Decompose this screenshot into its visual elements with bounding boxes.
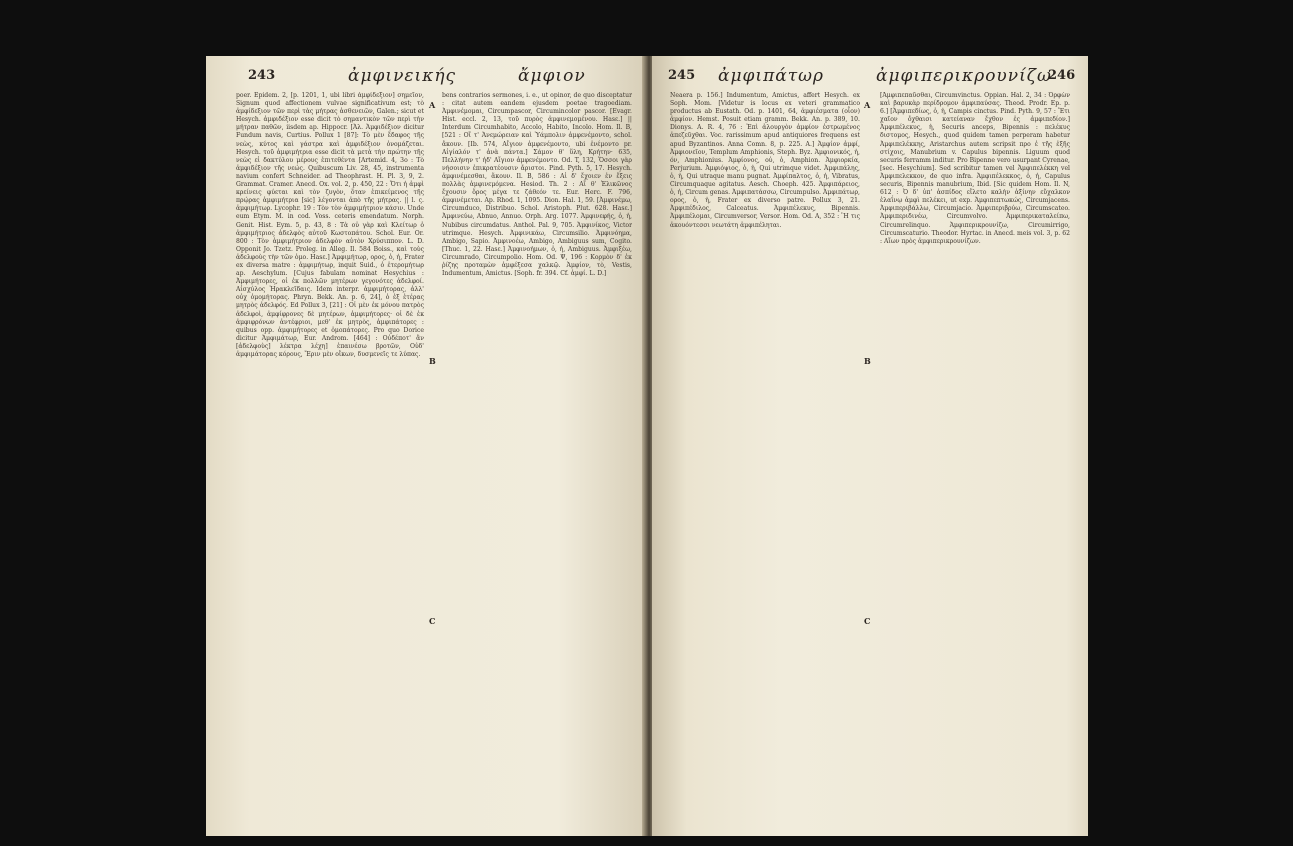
- column-text: poer. Epidem. 2, [p. 1201, 1, ubi libri ἀμφίδεξιον] σημεῖον, Signum quod affectionem vulvae significativum est; τὸ ἀμφίδεξιον τῶν περὶ τὰς μήτρας ἀσθενειῶν, Galen.; sicut et Hesych. ἀμφιδέξιον esse dicit τὸ σημαντικὸν τῶν περὶ τὴν μήτραν παθῶν, iisdem ap. Hippocr. [Ἀλ. Ἀμφιδέξιον dicitur Fundum navis, Curtius. Pollux 1 [87]: Τὸ μὲν ἔδαφος τῆς νεὼς, κύτος καὶ γάστρα καὶ ἀμφιδέξιον ὀνομάζεται. Hesych. τοῦ ἀμφιμήτρια esse dicit τὰ μετὰ τὴν πρώτην τῆς νεὼς εἰ δακτύλου μέρους ἐπιτεθέντα [Artemid. 4, 3o : Τὸ ἀμφιδέξιον τῆς νεώς. Quibuscum Liv. 28, 45, instrumenta navium confert Schneider. ad Theophrast. H. Pl. 3, 9, 2. Grammat. Cramer. Anecd. Ox. vol. 2, p. 450, 22 : Ὅτι ἡ ἀμφὶ κρείνεις φύεται καὶ τὸν ζυγὸν, ὅταν ἐπικείμενος τῆς πρῴρας ἀμφιμήτρια [sic] λέγονται ἀπὸ τῆς μήτρας. || l. ς. ἀμφιμήτωρ. Lycophr. 19 : Τὸν τὸν ἀμφιμήτριον κάσιν. Unde eum Etym. M. in cod. Voss. ceteris emendatum. Norph. Genit. Hist. Eym. 5, p. 43, 8 : Τὰ οὐ γὰρ καὶ Κλείτωρ ὁ ἀμφιμήτριος ἀδελφὸς αὐτοῦ Κωστοπάτου. Schol. Eur. Or. 800 : Τὸν ἀμφιμήτριον ἀδελφὸν αὐτὸν Χρύσιππον. L. D. Opponit Jo. Tzetz. Proleg. in Alleg. Il. 584 Boiss., καὶ τοὺς ἀδελφοὺς τὴν τῶν ὁμο. Hasε.] Ἀμφιμήτωρ, ορος, ὁ, ἡ, Frater ex diversa matre : ἀμφιμήτωρ, inquit Suid., ὁ ἐτερομήτωρ ap. Aeschylum. [Cujus fabulam nominat Hesychius : Ἀμφιμήτορες, οἱ ἐκ πολλῶν μητέρων γεγονότες ἀδελφοί. Αἰσχύλος Ἡρακλεῖδαις. Idem interpr. ἀμφιμήτορας, ἀλλ' οὐχ ὁμομήτορας. Phryn. Bekk. An. p. 6, 24], ὁ ἐξ ἑτέρας μητρὸς ἀδελφός. Ed Pollux 3, [21] : Οἱ μὲν ἐκ μόνου πατρὸς ἀδελφοὶ, ἀμφίφρονες δὲ μητέρων, ἀμφιμήτορες· οἱ δὲ ἐκ ἀμφιφρόνων ἀντέφριοι, μεθ' ἐκ μητρὸς, ἀμφιπάτορες : quibus opp. ἀμφιμήτορες et ὁμοπάτορες. Pro quo Dorice dicitur Ἀμφιμάτωρ, Eur. Androm. [464] : Οὐδέποτ' ἂν [ἀδελφοὺς] λέκτρα λέχη] ἐπαινέσω βροτῶν, Οὐδ' ἀμφιμάτορας κόρους, Ἔριν μὲν οἴκων, δυσμενεῖς τε λύπας.: [236, 92, 424, 358]
- column-text: [Ἀμφιπεπαῦσθαι, Circumvinctus. Oppian. Hal. 2, 34 : Ὀρφὼν καὶ βαρυκὰρ περίδρομον ἀμφιπαύσας. Theod. Prodr. Ep. p. 6.] [Ἀμφιπεδίως, ὁ, ἡ, Campis cinctus. Pind. Pyth. 9, 57 : Ἔτι χαῖον ὄχθαισι κατείαναν ἔχθον ἐς ἀμφιπεδίον.] Ἀμφιπέλεκυς, ἡ, Securis anceps, Bipennis : πελέκυς διστομος, Hesych., quod quidem tamen perperam habetur Ἀμφιπελέκκης, Aristarchus autem scripsit προ ἐ τῆς ἐξῆς στίχοις, Manubrium v. Capulus bipennis. Liguum quod securis ferramm inditur. Pro Bipenne vero usurpant Cyrenae, [sec. Hesychium]. Sed scribitur tamen vel Ἀμφιπελέκκη vel Ἀμφιπελεκκον, de quo infra. Ἀμφιπέλεκκος, ὁ, ἡ, Capulus securis, Bipennis manubrium, Ibid. [Sic quidem Hom. Il. N, 612 : Ὁ δ' ὑπ' ἀσπίδος εἵλετο καλὴν ἀξίνην εὔχαλκον ἐλαΐνῳ ἀμφὶ πελέκει, ut exp. Ἀμφιπεπτωκώς, Circumjacens. Ἀμφιπεριβάλλω, Circumjacio. Ἀμφιπεριβρύω, Circumscateo. Ἀμφιπεριδινέω, Circumvolvo. Ἀμφιπερικαταλείπω, Circumrelinquo. Ἀμφιπερικρουνίζω, Circumirrigo, Circumscaturio. Theodor. Hyrtac. in Anecd. meis vol. 3, p. 62 : Αἴων πρὸς ἀμφιπερικρουνίζων.: [880, 92, 1070, 245]
- column-b: [880, 92, 1070, 822]
- page-number: 245: [668, 68, 696, 83]
- left-page-header: [206, 66, 646, 90]
- margin-marker-a: A: [864, 100, 871, 110]
- headword-right: ἀμφιπερικρουνίζω: [876, 66, 1052, 86]
- margin-marker-c: C: [429, 616, 436, 626]
- page-number: 243: [248, 68, 276, 83]
- column-a: [236, 92, 424, 822]
- headword-left: ἀμφινεικής: [348, 66, 457, 86]
- column-text: bens contrarios sermones, i. e., ut opinor, de quo disceptatur : citat autem eandem ejusdem poetae tragoediam. Ἀμφινέμομαι, Circumpascor, Circumincolor pascor. [Evagr. Hist. eccl. 2, 13, τοῦ πυρὸς ἀμφινεμομένου. Hasε.] || Interdum Circumhabito, Accolo, Habito, Incolo. Hom. Il. B, [521 : Οἵ τ' Ἀνεμώρειαν καὶ Ὑάμπολιν ἀμφενέμοντο, schol. ἄκουν. [Ib. 574, Αἴγιον ἀμφενέμοντο, ubi ἐνέμοντο pr. Αἰγίαλόν τ' ἀνὰ πάντα.] Σάμον θ' ὕλη, Κρήτην· 635, Πελλήνην τ' ἠδ' Αἴγιον ἀμφενέμοντο. Od. T, 132, Ὅσσοι γὰρ νήσοισιν ἐπικρατέουσιν ἄριστοι. Pind. Pyth. 5, 17. Hesych. ἀμφινέμεσθαι, ἄκουν. Il. B, 586 : Αἱ δ' ἔχοιεν ἐν ἕξεις πολλὰς ἀμφινεμόμενα. Hesiod. Th. 2 : Αἵ θ' Ἑλικῶνος ἔχουσιν ὄρος μέγα τε ζάθεόν τε. Eur. Herc. F. 796, ἀμφινέμεται. Ap. Rhod. 1, 1095. Dion. Hal. 1, 59. [Ἀμφινέμω, Circumduco, Distribuo. Schol. Aristoph. Plut. 628. Hasε.] Ἀμφινεύω, Abnuo, Annuo. Orph. Arg. 1077. Ἀμφινεφής, ὁ, ἡ, Nubibus circumdatus. Anthol. Pal. 9, 705. Ἀμφινίκος, Victor utrimque. Hesych. Ἀμφινικάω, Circumsilio. Ἀμφινόημα, Ambigo, Sapio. Ἀμφινοέω, Ambigo, Ambiguus sum, Cogito. [Thuc. 1, 22. Hasε.] Ἀμφινοήμων, ὁ, ἡ, Ambiguus. Ἀμφιξέω, Circumrado, Circumpolio. Hom. Od. Ψ, 196 : Κορμὸν δ' ἐκ ῥίζης προταμὼν ἀμφέξεσα χαλκῷ. Ἀμφίον, τὸ, Vestis, Indumentum, Amictus. [Soph. fr. 394. Cf. ἀμφί. L. D.]: [442, 92, 632, 278]
- margin-marker-b: B: [864, 356, 871, 366]
- column-text: Neaera p. 156.] Indumentum, Amictus, affert Hesych. ex Soph. Mom. [Videtur is locus ex veteri grammatico productus ab Eustath. Od. p. 1401, 64, ἀμφιέσματα (οἷον) ἀμφίον. Hemst. Posuit etiam gramm. Bekk. An. p. 389, 10. Dionys. A. R. 4, 76 : Ἐπὶ ἀλουργὸν ἀμφίον ἐστρωμένος ἀπεζεῦχθαι. Voc. rarissimum apud antiquiores frequens est apud Byzantinos. Anna Comn. 8, p. 225. A.] Ἀμφίον ἀμφί, Ἀμφιονεῖον, Templum Amphionis, Steph. Byz. Ἀμφιονικός, ἡ, όν, Amphionius. Ἀμφίονος, οὐ, ὁ, Amphion. Ἀμφιορκία, Perjurium. Ἀμφιόψιος, ὁ, ἡ, Qui utrimque videt. Ἀμφιπάλης, ὁ, ἡ, Qui utraque manu pugnat. Ἀμφίπαλτος, ὁ, ἡ, Vibratus, Circumquaque agitatus. Aesch. Choeph. 425. Ἀμφιπάρειος, ὁ, ἡ, Circum genas. Ἀμφιπατάσσω, Circumpulso. Ἀμφιπάτωρ, ορος, ὁ, ἡ, Frater ex diverso patre. Pollux 3, 21. Ἀμφιπέδιλος, Calceatus. Ἀμφιπέλεκυς, Bipennis. Ἀμφιπέλομαι, Circumversor, Versor. Hom. Od. A, 352 : Ἣ τις ἀκουόντεσσι νεωτάτη ἀμφιπέληται.: [670, 92, 860, 229]
- right-page-header: [652, 66, 1088, 90]
- headword-right: ἄμφιον: [518, 66, 586, 86]
- margin-marker-b: B: [429, 356, 436, 366]
- column-b: [442, 92, 632, 822]
- column-a: [670, 92, 860, 822]
- left-page: [206, 56, 646, 836]
- page-number-2: 246: [1048, 68, 1076, 83]
- headword-left: ἀμφιπάτωρ: [718, 66, 825, 86]
- right-page: [652, 56, 1088, 836]
- margin-marker-c: C: [864, 616, 871, 626]
- open-book: [206, 56, 1088, 836]
- margin-marker-a: A: [429, 100, 436, 110]
